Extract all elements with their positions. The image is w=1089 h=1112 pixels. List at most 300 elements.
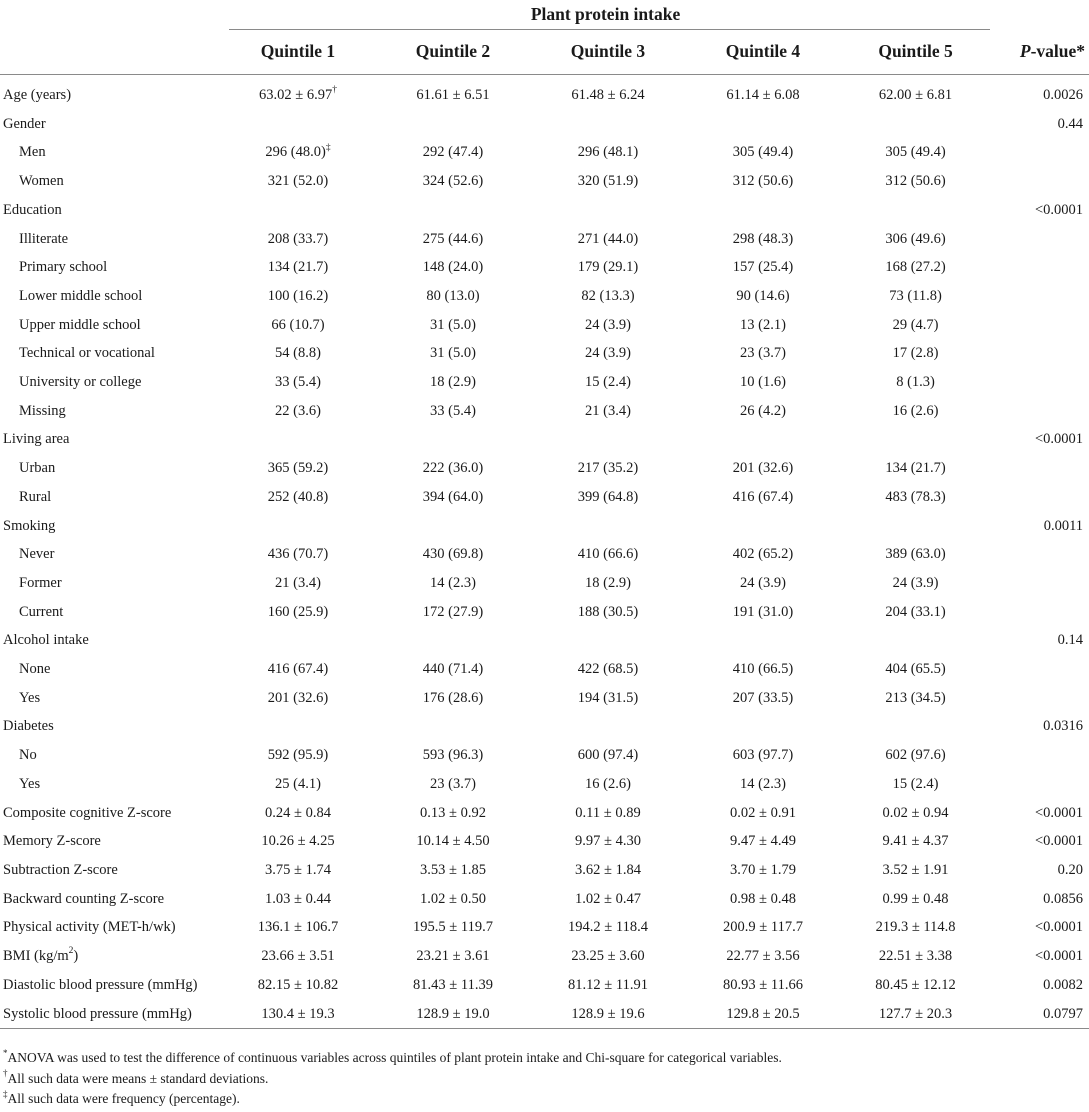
cell-value: 592 (95.9) — [267, 747, 329, 764]
cell-value: 31 (5.0) — [430, 345, 476, 362]
cell-value: 3.75 ± 1.74 — [265, 861, 331, 878]
corner-cell-right — [990, 0, 1089, 36]
footnote-mark: * — [3, 1047, 8, 1058]
quintile-4-cell — [685, 75, 841, 110]
quintile-2-cell — [375, 368, 531, 397]
cell-value: 179 (29.1) — [577, 259, 639, 276]
cell-value: 219.3 ± 114.8 — [875, 919, 956, 936]
row-label — [0, 110, 221, 139]
cell-value: 0.98 ± 0.48 — [730, 890, 796, 907]
super-header — [221, 0, 990, 36]
row-label-text: Former — [19, 574, 62, 591]
quintile-2-cell — [375, 827, 531, 856]
cell-value: 416 (67.4) — [267, 661, 329, 678]
quintile-4-cell — [685, 512, 841, 541]
cell-value: 21 (3.4) — [275, 574, 321, 591]
pvalue-cell: 0.14 — [1057, 632, 1084, 649]
row-label-text: University or college — [19, 374, 142, 391]
quintile-3-cell — [531, 741, 685, 770]
row-label — [0, 569, 221, 598]
row-label — [0, 655, 221, 684]
quintile-3-cell — [531, 942, 685, 971]
table-row — [0, 167, 1089, 196]
quintile-4-cell — [685, 569, 841, 598]
quintile-5-cell — [841, 368, 990, 397]
quintile-3-cell — [531, 626, 685, 655]
quintile-2-cell — [375, 339, 531, 368]
table-row — [0, 196, 1089, 225]
pvalue-cell — [990, 138, 1089, 167]
cell-value: 3.62 ± 1.84 — [575, 861, 641, 878]
cell-value: 410 (66.6) — [577, 546, 639, 563]
cell-value: 24 (3.9) — [585, 345, 631, 362]
cell-value: 10.26 ± 4.25 — [261, 833, 335, 850]
row-label — [0, 425, 221, 454]
quintile-1-cell — [221, 368, 375, 397]
quintile-1-cell — [221, 827, 375, 856]
row-label — [0, 138, 221, 167]
quintile-5-cell — [841, 540, 990, 569]
quintile-2-cell — [375, 569, 531, 598]
quintile-5-cell — [841, 167, 990, 196]
cell-value: 130.4 ± 19.3 — [261, 1005, 335, 1022]
column-header: Quintile 4 — [725, 41, 801, 61]
table-row — [0, 856, 1089, 885]
quintile-5-cell — [841, 971, 990, 1000]
quintile-3-cell — [531, 282, 685, 311]
corner-cell — [0, 0, 221, 36]
cell-value: 31 (5.0) — [430, 316, 476, 333]
quintile-5-cell — [841, 311, 990, 340]
cell-value: 21 (3.4) — [585, 402, 631, 419]
quintile-2-cell — [375, 684, 531, 713]
table-row — [0, 885, 1089, 914]
pvalue-cell — [990, 569, 1089, 598]
quintile-4-cell — [685, 626, 841, 655]
cell-value: 3.53 ± 1.85 — [420, 861, 486, 878]
quintile-2-cell — [375, 770, 531, 799]
cell-value: 23.66 ± 3.51 — [261, 948, 335, 965]
table-row — [0, 655, 1089, 684]
cell-value: 66 (10.7) — [271, 316, 325, 333]
quintile-4-cell — [685, 712, 841, 741]
quintile-3-cell — [531, 425, 685, 454]
quintile-1-cell — [221, 339, 375, 368]
quintile-5-cell — [841, 684, 990, 713]
quintile-3-cell — [531, 540, 685, 569]
row-label-text: Yes — [19, 689, 41, 706]
cell-value: 0.99 ± 0.48 — [882, 890, 949, 907]
cell-value: 271 (44.0) — [577, 230, 639, 247]
cell-value: 63.02 ± 6.97 — [259, 87, 333, 103]
cell-value: 422 (68.5) — [577, 661, 639, 678]
row-label-text: Gender — [3, 115, 46, 132]
table-row — [0, 569, 1089, 598]
cell-value: 399 (64.8) — [577, 488, 639, 505]
cell-value: 73 (11.8) — [889, 287, 942, 304]
table-row — [0, 913, 1089, 942]
cell-value: 80.93 ± 11.66 — [723, 976, 803, 993]
pvalue-column-header — [990, 36, 1089, 75]
quintile-1-cell — [221, 971, 375, 1000]
cell-value: 305 (49.4) — [732, 144, 794, 161]
footnote-mark: † — [332, 85, 337, 96]
table-body — [0, 75, 1089, 1029]
pvalue-cell — [990, 311, 1089, 340]
quintile-4-cell — [685, 167, 841, 196]
cell-value: 22 (3.6) — [275, 402, 321, 419]
table-row — [0, 598, 1089, 627]
row-label-text: Lower middle school — [19, 287, 143, 304]
column-header: Quintile 2 — [415, 41, 491, 61]
row-label — [0, 196, 221, 225]
table-row — [0, 971, 1089, 1000]
pvalue-header-italic: P — [1019, 41, 1031, 61]
cell-value: 0.02 ± 0.94 — [882, 804, 949, 821]
pvalue-cell — [990, 770, 1089, 799]
footnote-text: All such data were means ± standard deviations. — [7, 1070, 269, 1086]
cell-value: 9.97 ± 4.30 — [575, 833, 641, 850]
quintile-3-cell — [531, 75, 685, 110]
row-label — [0, 483, 221, 512]
cell-value: 22.51 ± 3.38 — [878, 948, 953, 965]
quintile-3-cell — [531, 684, 685, 713]
pvalue-cell: <0.0001 — [1034, 948, 1084, 965]
cell-value: 201 (32.6) — [732, 460, 794, 477]
pvalue-cell: <0.0001 — [1034, 431, 1084, 448]
quintile-5-cell — [841, 770, 990, 799]
quintile-2-cell — [375, 741, 531, 770]
quintile-5-cell — [841, 827, 990, 856]
cell-value: 305 (49.4) — [885, 144, 946, 161]
quintile-3-cell — [531, 110, 685, 139]
row-label-text: Diastolic blood pressure (mmHg) — [3, 976, 198, 993]
quintile-3-cell — [531, 712, 685, 741]
row-label-text: Living area — [3, 431, 70, 448]
cell-value: 128.9 ± 19.6 — [571, 1005, 645, 1022]
quintile-5-cell — [841, 225, 990, 254]
row-label-text: Alcohol intake — [3, 632, 89, 649]
quintile-1-cell — [221, 397, 375, 426]
cell-value: 33 (5.4) — [275, 374, 321, 391]
cell-value: 9.47 ± 4.49 — [730, 833, 796, 850]
pvalue-cell — [990, 684, 1089, 713]
pvalue-cell — [990, 253, 1089, 282]
cell-value: 157 (25.4) — [732, 259, 794, 276]
row-label-text: Physical activity (MET-h/wk) — [3, 919, 176, 936]
cell-value: 188 (30.5) — [577, 603, 639, 620]
cell-value: 18 (2.9) — [585, 574, 631, 591]
quintile-1-cell — [221, 770, 375, 799]
quintile-4-cell — [685, 540, 841, 569]
quintile-4-cell — [685, 741, 841, 770]
quintile-3-cell — [531, 368, 685, 397]
quintile-5-cell — [841, 253, 990, 282]
quintile-1-cell — [221, 138, 375, 167]
cell-value: 81.43 ± 11.39 — [413, 976, 493, 993]
quintile-5-cell — [841, 483, 990, 512]
cell-value: 200.9 ± 117.7 — [723, 919, 803, 936]
cell-value: 29 (4.7) — [892, 316, 939, 333]
cell-value: 0.13 ± 0.92 — [420, 804, 486, 821]
cell-value: 168 (27.2) — [885, 259, 946, 276]
quintile-2-cell — [375, 75, 531, 110]
cell-value: 22.77 ± 3.56 — [726, 948, 800, 965]
table-row — [0, 75, 1089, 110]
row-label — [0, 397, 221, 426]
table-row — [0, 799, 1089, 828]
table-row — [0, 741, 1089, 770]
cell-value: 24 (3.9) — [740, 574, 786, 591]
quintile-4-cell — [685, 856, 841, 885]
table-row — [0, 827, 1089, 856]
quintile-1-cell — [221, 311, 375, 340]
quintile-1-cell — [221, 253, 375, 282]
column-header: Quintile 5 — [878, 41, 953, 61]
cell-value: 90 (14.6) — [736, 287, 790, 304]
cell-value: 23.25 ± 3.60 — [571, 948, 645, 965]
cell-value: 54 (8.8) — [275, 345, 321, 362]
pvalue-cell — [990, 454, 1089, 483]
cell-value: 191 (31.0) — [732, 603, 794, 620]
quintile-2-cell — [375, 253, 531, 282]
cell-value: 296 (48.0) — [265, 144, 326, 161]
footnote — [3, 1089, 782, 1110]
row-label-text: Current — [19, 603, 64, 620]
quintile-3-cell — [531, 454, 685, 483]
quintile-2-cell — [375, 225, 531, 254]
cell-value: 18 (2.9) — [430, 374, 476, 391]
quintile-4-cell — [685, 799, 841, 828]
quintile-1-cell — [221, 483, 375, 512]
table-row — [0, 253, 1089, 282]
pvalue-cell: 0.44 — [1057, 115, 1084, 132]
row-label-text: Illiterate — [19, 230, 69, 247]
quintile-3-cell — [531, 569, 685, 598]
table-row — [0, 425, 1089, 454]
quintile-1-cell — [221, 75, 375, 110]
quintile-2-cell — [375, 512, 531, 541]
cell-value: 134 (21.7) — [267, 259, 329, 276]
quintile-4-cell — [685, 827, 841, 856]
pvalue-cell — [990, 483, 1089, 512]
table-row — [0, 770, 1089, 799]
cell-value: 16 (2.6) — [892, 402, 939, 419]
table-row — [0, 483, 1089, 512]
quintile-5-cell — [841, 425, 990, 454]
quintile-3-cell — [531, 799, 685, 828]
row-label-text: Yes — [19, 775, 41, 792]
quintile-4-cell — [685, 196, 841, 225]
cell-value: 33 (5.4) — [430, 402, 476, 419]
cell-value: 127.7 ± 20.3 — [878, 1005, 953, 1022]
row-label-text: Age (years) — [3, 87, 72, 103]
cell-value: 15 (2.4) — [585, 374, 631, 391]
quintile-3-cell — [531, 1000, 685, 1029]
row-label — [0, 827, 221, 856]
quintile-1-cell — [221, 913, 375, 942]
table-row — [0, 626, 1089, 655]
row-label — [0, 1000, 221, 1029]
quintile-1-cell — [221, 799, 375, 828]
quintile-4-cell — [685, 253, 841, 282]
quintile-3-cell — [531, 770, 685, 799]
cell-value: 100 (16.2) — [267, 287, 329, 304]
quintile-5-cell — [841, 799, 990, 828]
quintile-2-cell — [375, 913, 531, 942]
row-label-text: Composite cognitive Z-score — [3, 804, 172, 821]
quintile-2-cell — [375, 1000, 531, 1029]
quintile-1-cell — [221, 110, 375, 139]
quintile-4-cell — [685, 454, 841, 483]
footnote-mark: † — [3, 1068, 8, 1078]
label-suffix: ) — [73, 948, 79, 965]
quintile-5-cell — [841, 626, 990, 655]
super-header-rule — [229, 29, 990, 30]
cell-value: 61.61 ± 6.51 — [416, 87, 490, 103]
row-label — [0, 167, 221, 196]
quintile-3-cell — [531, 138, 685, 167]
label-column-header — [0, 36, 221, 75]
pvalue-cell — [990, 540, 1089, 569]
cell-value: 298 (48.3) — [732, 230, 794, 247]
quintile-4-cell — [685, 282, 841, 311]
pvalue-cell: 0.0011 — [1043, 517, 1084, 534]
cell-value: 416 (67.4) — [732, 488, 794, 505]
quintile-1-cell — [221, 885, 375, 914]
table-row — [0, 684, 1089, 713]
row-label-text: Diabetes — [3, 718, 54, 735]
quintile-2-cell — [375, 712, 531, 741]
quintile-2-cell — [375, 282, 531, 311]
pvalue-cell — [990, 655, 1089, 684]
row-label — [0, 885, 221, 914]
cell-value: 24 (3.9) — [585, 316, 631, 333]
quintile-2-cell — [375, 138, 531, 167]
table-row — [0, 282, 1089, 311]
table-row — [0, 1000, 1089, 1029]
cell-value: 324 (52.6) — [422, 173, 484, 190]
row-label — [0, 799, 221, 828]
cell-value: 25 (4.1) — [275, 775, 321, 792]
row-label — [0, 339, 221, 368]
row-label — [0, 856, 221, 885]
quintile-1-cell — [221, 454, 375, 483]
cell-value: 389 (63.0) — [885, 546, 946, 563]
cell-value: 436 (70.7) — [267, 546, 329, 563]
cell-value: 23.21 ± 3.61 — [416, 948, 490, 965]
row-label-text: Rural — [19, 488, 52, 505]
quintile-3-cell — [531, 225, 685, 254]
quintile-1-cell — [221, 282, 375, 311]
row-label-text: Systolic blood pressure (mmHg) — [3, 1005, 192, 1022]
pvalue-cell — [990, 339, 1089, 368]
cell-value: 394 (64.0) — [422, 488, 484, 505]
quintile-5-cell — [841, 75, 990, 110]
footnote — [3, 1048, 782, 1069]
cell-value: 10 (1.6) — [740, 374, 786, 391]
pvalue-cell — [990, 225, 1089, 254]
cell-value: 134 (21.7) — [885, 460, 946, 477]
pvalue-cell — [990, 397, 1089, 426]
quintile-4-cell — [685, 1000, 841, 1029]
quintile-5-cell — [841, 712, 990, 741]
cell-value: 306 (49.6) — [885, 230, 946, 247]
table-row — [0, 225, 1089, 254]
cell-value: 296 (48.1) — [577, 144, 639, 161]
cell-value: 172 (27.9) — [422, 603, 484, 620]
row-label-text: Smoking — [3, 517, 56, 534]
table-row — [0, 339, 1089, 368]
cell-value: 129.8 ± 20.5 — [726, 1005, 800, 1022]
cell-value: 8 (1.3) — [896, 374, 935, 391]
quintile-3-cell — [531, 885, 685, 914]
table-row — [0, 454, 1089, 483]
row-label-text: Men — [19, 144, 46, 161]
cell-value: 602 (97.6) — [885, 747, 946, 764]
quintile-4-cell — [685, 598, 841, 627]
cell-value: 213 (34.5) — [885, 689, 946, 706]
quintile-2-cell — [375, 598, 531, 627]
cell-value: 410 (66.5) — [732, 661, 794, 678]
cell-value: 80.45 ± 12.12 — [875, 976, 956, 993]
cell-value: 600 (97.4) — [577, 747, 639, 764]
quintile-4-cell — [685, 110, 841, 139]
cell-value: 204 (33.1) — [885, 603, 946, 620]
row-label — [0, 253, 221, 282]
cell-value: 26 (4.2) — [740, 402, 786, 419]
table-row — [0, 311, 1089, 340]
quintile-2-cell — [375, 799, 531, 828]
cell-value: 402 (65.2) — [732, 546, 794, 563]
quintile-2-cell — [375, 167, 531, 196]
cell-value: 0.11 ± 0.89 — [575, 804, 641, 821]
table-row — [0, 540, 1089, 569]
quintile-5-cell — [841, 655, 990, 684]
cell-value: 9.41 ± 4.37 — [882, 833, 949, 850]
quintile-1-cell — [221, 655, 375, 684]
column-header-row — [0, 36, 1089, 75]
quintile-1-cell — [221, 712, 375, 741]
pvalue-cell: <0.0001 — [1034, 201, 1084, 218]
quintile-3-cell — [531, 913, 685, 942]
quintile-5-cell — [841, 454, 990, 483]
cell-value: 82.15 ± 10.82 — [257, 976, 339, 993]
quintile-3-cell — [531, 512, 685, 541]
cell-value: 23 (3.7) — [740, 345, 786, 362]
cell-value: 24 (3.9) — [892, 574, 939, 591]
quintile-5-cell — [841, 196, 990, 225]
quintile-5-cell — [841, 512, 990, 541]
column-header: Quintile 3 — [570, 41, 646, 61]
cell-value: 80 (13.0) — [426, 287, 480, 304]
quintile-1-cell — [221, 225, 375, 254]
cell-value: 82 (13.3) — [581, 287, 635, 304]
quintile-4-cell — [685, 942, 841, 971]
cell-value: 61.48 ± 6.24 — [571, 87, 645, 103]
quintile-3-cell — [531, 339, 685, 368]
row-label — [0, 626, 221, 655]
quintile-3-cell — [531, 196, 685, 225]
cell-value: 275 (44.6) — [422, 230, 484, 247]
row-label — [0, 942, 221, 971]
quintile-3-cell — [531, 397, 685, 426]
cell-value: 3.52 ± 1.91 — [882, 861, 949, 878]
quintile-2-cell — [375, 454, 531, 483]
quintile-5-cell — [841, 913, 990, 942]
quintile-2-cell — [375, 311, 531, 340]
row-label — [0, 598, 221, 627]
